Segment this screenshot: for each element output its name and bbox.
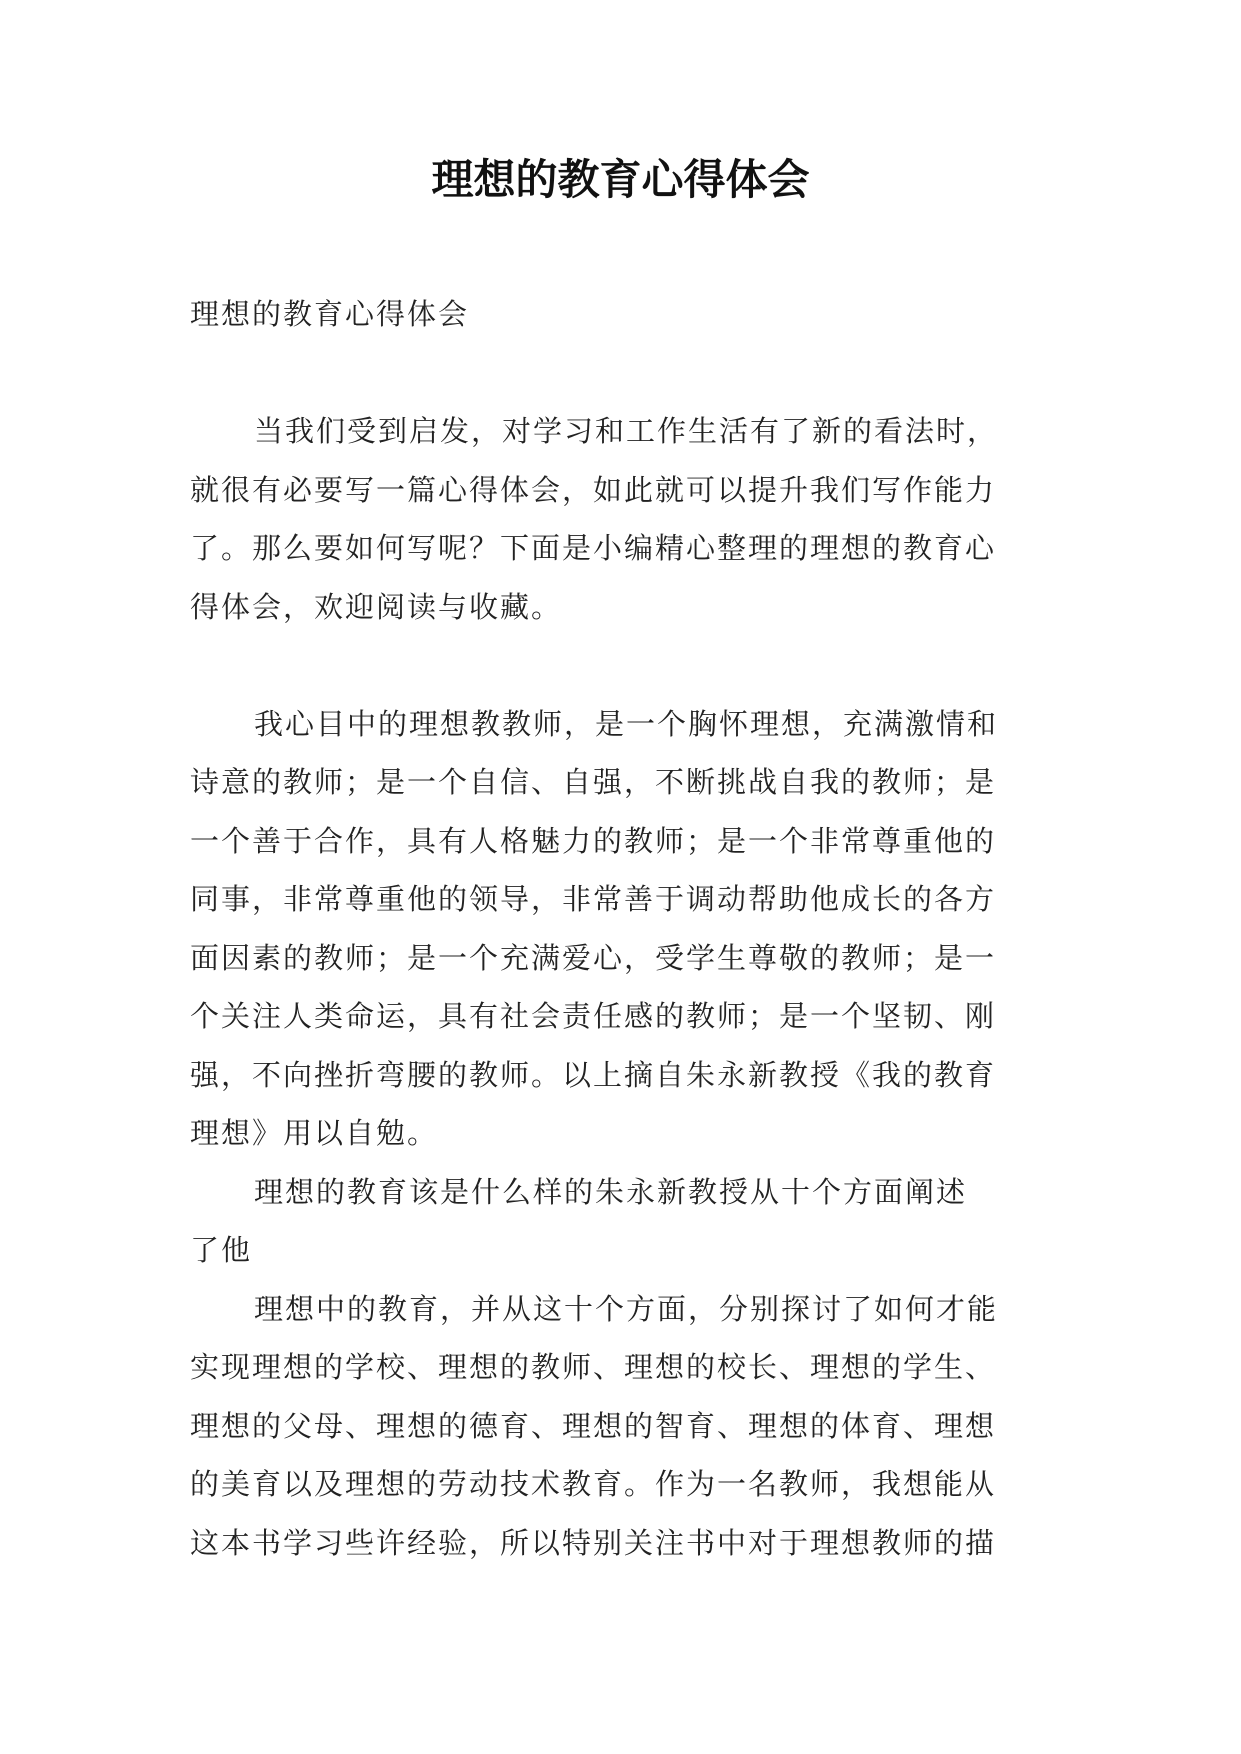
- document-subtitle: 理想的教育心得体会: [190, 297, 470, 331]
- paragraph-line: 了。那么要如何写呢？下面是小编精心整理的理想的教育心: [190, 531, 997, 565]
- paragraph-gap: [190, 636, 1060, 695]
- paragraph-line: 一个善于合作，具有人格魅力的教师；是一个非常尊重他的: [190, 823, 997, 858]
- paragraph-line: 诗意的教师；是一个自信、自强，不断挑战自我的教师；是: [190, 765, 997, 799]
- paragraph-line: 同事，非常尊重他的领导，非常善于调动帮助他成长的各方: [190, 882, 997, 916]
- document-title: 理想的教育心得体会: [431, 155, 810, 204]
- paragraph-line: 当我们受到启发，对学习和工作生活有了新的看法时，: [254, 414, 999, 448]
- paragraph-gap: [190, 344, 1060, 403]
- paragraph-line: 面因素的教师；是一个充满爱心，受学生尊敬的教师；是一: [190, 940, 997, 975]
- paragraph-ideal-education: [190, 1163, 1060, 1280]
- paragraph-line: 我心目中的理想教教师，是一个胸怀理想，充满激情和: [254, 706, 999, 741]
- document-body: [190, 285, 1060, 1572]
- paragraph-line: 这本书学习些许经验，所以特别关注书中对于理想教师的描: [190, 1525, 997, 1560]
- paragraph-line: 理想的教育该是什么样的朱永新教授从十个方面阐述: [254, 1174, 968, 1209]
- paragraph-ten-aspects: [190, 1280, 1060, 1573]
- paragraph-intro: [190, 402, 1060, 636]
- paragraph-line: 理想中的教育，并从这十个方面，分别探讨了如何才能: [254, 1291, 999, 1326]
- paragraph-line: 个关注人类命运，具有社会责任感的教师；是一个坚韧、刚: [190, 999, 997, 1033]
- paragraph-line: 的美育以及理想的劳动技术教育。作为一名教师，我想能从: [190, 1467, 997, 1501]
- paragraph-ideal-teacher: [190, 695, 1060, 1163]
- paragraph-line: 强，不向挫折弯腰的教师。以上摘自朱永新教授《我的教育: [190, 1057, 997, 1092]
- paragraph-line: 了他: [190, 1233, 253, 1267]
- paragraph-line: 就很有必要写一篇心得体会，如此就可以提升我们写作能力: [190, 472, 997, 507]
- paragraph-line: 实现理想的学校、理想的教师、理想的校长、理想的学生、: [190, 1350, 997, 1384]
- paragraph-line: 理想的父母、理想的德育、理想的智育、理想的体育、理想: [190, 1408, 997, 1443]
- paragraph-line: 得体会，欢迎阅读与收藏。: [190, 589, 563, 624]
- paragraph-line: 理想》用以自勉。: [190, 1116, 439, 1150]
